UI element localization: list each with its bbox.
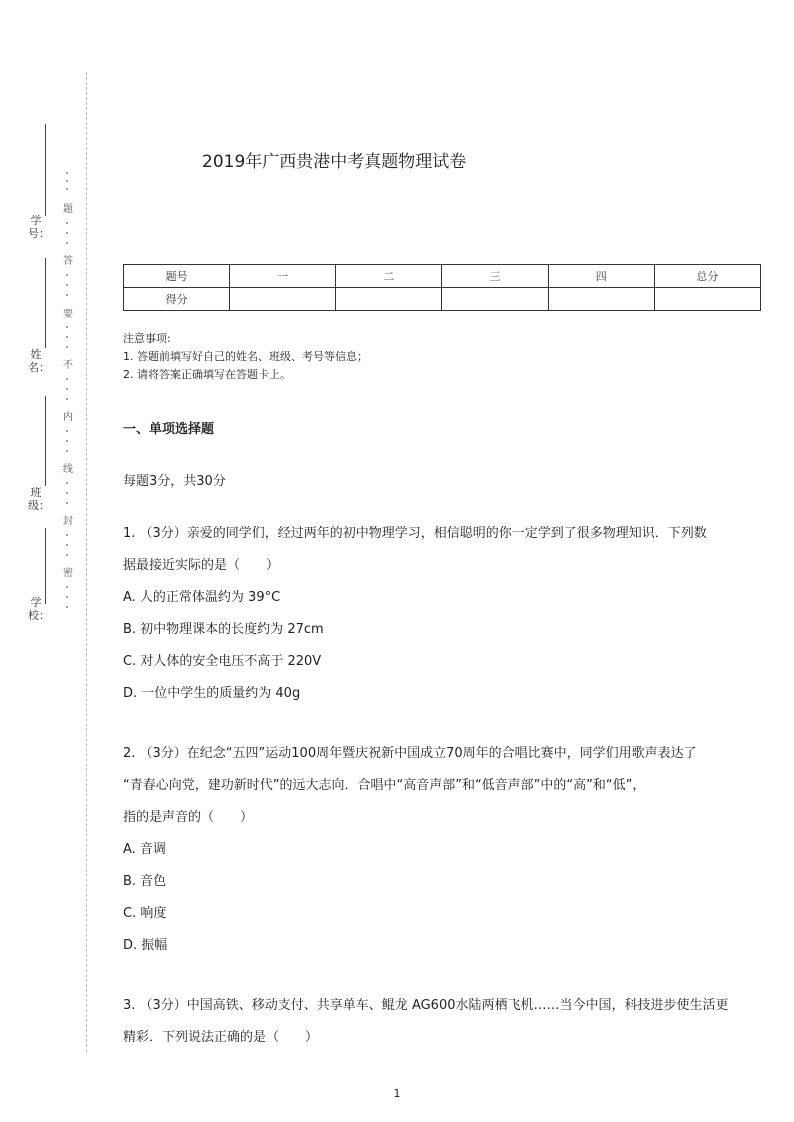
- option: A. 人的正常体温约为 39°C: [123, 590, 281, 605]
- seal-char: 封: [63, 516, 73, 527]
- table-cell: 三: [442, 265, 548, 288]
- option: A. 音调: [123, 842, 166, 857]
- table-cell: 得分: [124, 288, 230, 311]
- binding-margin: [0, 0, 100, 1122]
- option: B. 初中物理课本的长度约为 27cm: [123, 622, 324, 637]
- seal-char: 要: [63, 309, 73, 320]
- table-cell: 一: [230, 265, 336, 288]
- line-name: [45, 258, 46, 348]
- question-stem: 2. （3分）在纪念“五四”运动100周年暨庆祝新中国成立70周年的合唱比赛中，同学们用歌声表达了: [123, 746, 697, 761]
- score-input-cell: [230, 288, 336, 311]
- label-name: 姓名：: [28, 348, 50, 374]
- cut-line: [86, 72, 87, 1052]
- seal-char: 答: [63, 256, 73, 267]
- notice-heading: 注意事项:: [123, 332, 171, 345]
- page-number: 1: [393, 1087, 401, 1100]
- section-title: 一、单项选择题: [123, 422, 215, 437]
- notice-item: 2. 请将答案正确填写在答题卡上。: [123, 368, 291, 381]
- line-class: [45, 396, 46, 486]
- option: D. 一位中学生的质量约为 40g: [123, 686, 301, 701]
- label-class: 班级：: [28, 486, 50, 512]
- option: D. 振幅: [123, 938, 168, 953]
- notice-item: 1. 答题前填写好自己的姓名、班级、考号等信息；: [123, 350, 368, 363]
- question-2: [123, 738, 763, 962]
- table-cell: 二: [336, 265, 442, 288]
- seal-char: 题: [63, 204, 73, 215]
- question-1: [123, 518, 763, 710]
- line-student-id: [45, 124, 46, 216]
- table-cell: 题号: [124, 265, 230, 288]
- question-stem: 据最接近实际的是（ ）: [123, 558, 280, 573]
- seal-char: 内: [63, 412, 73, 423]
- question-stem: 精彩．下列说法正确的是（ ）: [123, 1030, 319, 1045]
- table-cell: 总分: [654, 265, 760, 288]
- score-table: [123, 264, 761, 311]
- table-row: [124, 288, 761, 311]
- table-cell: 四: [548, 265, 654, 288]
- option: C. 响度: [123, 906, 167, 921]
- seal-char: 密: [63, 568, 73, 579]
- option: C. 对人体的安全电压不高于 220V: [123, 654, 322, 669]
- section-score-note: 每题3分，共30分: [123, 474, 226, 489]
- score-input-cell: [654, 288, 760, 311]
- score-input-cell: [442, 288, 548, 311]
- label-student-id: 学号：: [28, 214, 50, 240]
- question-stem: “青春心向党，建功新时代”的远大志向．合唱中“高音声部”和“低音声部”中的“高”和“低”，: [123, 778, 646, 793]
- option: B. 音色: [123, 874, 167, 889]
- question-stem: 指的是声音的（ ）: [123, 810, 254, 825]
- page-title: 2019年广西贵港中考真题物理试卷: [202, 152, 467, 172]
- question-stem: 1. （3分）亲爱的同学们，经过两年的初中物理学习，相信聪明的你一定学到了很多物理知识．下列数: [123, 526, 707, 541]
- table-row: [124, 265, 761, 288]
- score-input-cell: [336, 288, 442, 311]
- label-school: 学校：: [28, 596, 50, 622]
- question-stem: 3. （3分）中国高铁、移动支付、共享单车、鲲龙 AG600水陆两栖飞机……当今中国，科技进步使生活更: [123, 998, 729, 1013]
- line-school: [45, 528, 46, 604]
- question-3: [123, 990, 763, 1054]
- seal-char: 不: [63, 360, 73, 371]
- score-input-cell: [548, 288, 654, 311]
- notice: [123, 330, 368, 384]
- seal-char: 线: [63, 464, 73, 475]
